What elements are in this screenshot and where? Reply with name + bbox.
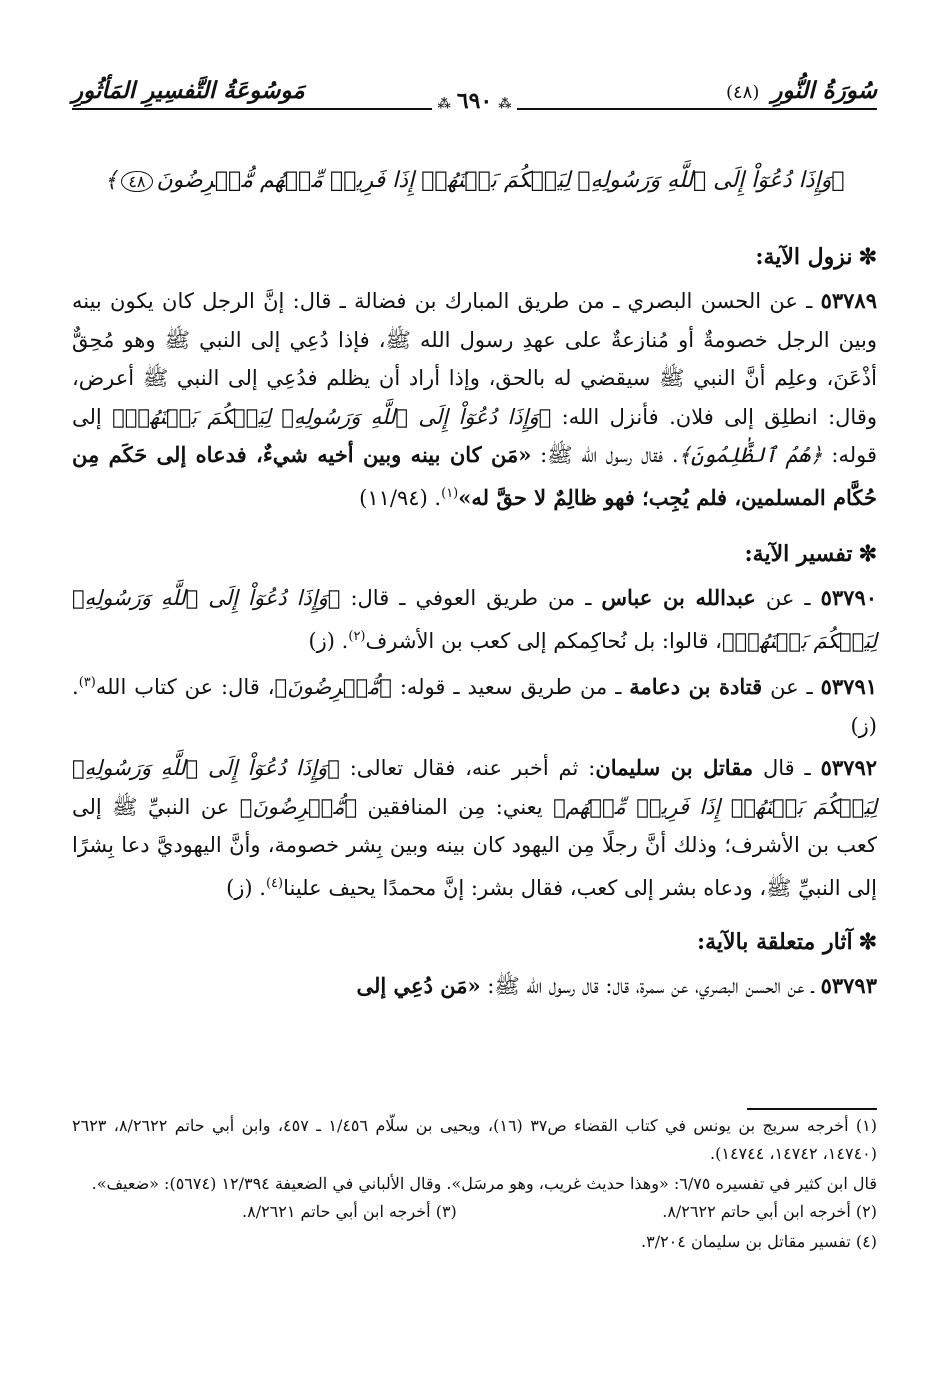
footnote-rule [747,1108,877,1110]
narration-number: ٥٣٧٩٣ [820,973,877,998]
section-heading [72,925,877,959]
quran-quote: ﴿مُّعۡرِضُونَ﴾ [274,675,392,699]
footnote: (٤) تفسير مقاتل بن سليمان ٣/٢٠٤. [641,1231,877,1251]
cross-reference: . (ز) [72,675,877,738]
verse-heading [72,168,877,193]
quran-quote: ﴿مُّعۡرِضُونَ﴾ [239,794,358,819]
narrator-name: مقاتل بن سليمان [595,755,754,780]
narration-entry [72,749,877,907]
page-ornament-left-icon: ⁂ [437,97,451,112]
narration-text: ، قالوا: بل نُحاكِمكم إلى كعب بن الأشرف [365,628,722,653]
page-number-value: ٦٩٠ [456,88,493,114]
quran-quote: ﴿هُمُ ٱلظَّٰلِمُونَ﴾ [678,443,823,467]
page-ornament-right-icon: ⁂ [498,97,512,112]
narrator-name: عبدالله بن عباس [601,585,756,610]
narration-text: ـ عن [762,675,821,699]
section-heading [72,240,877,274]
narration-text: . فقال رسول الله ﷺ: [531,443,679,467]
narrator-name: قتادة بن دعامة [629,674,763,699]
hadith-text: «مَن دُعِي إلى [356,973,481,998]
narration-entry [72,664,877,745]
section-title: آثار متعلقة بالآية: [697,929,853,955]
narration-text: يعني: مِن المنافقين [357,794,554,819]
footnote-ref: (٤) [265,875,284,891]
narration-number: ٥٣٧٨٩ [820,288,877,313]
book-title: مَوسُوعَةُ التَّفسِيرِ المَأثُورِ [72,77,305,104]
flower-ornament-icon: ✼ [858,244,877,270]
narration-entry [72,967,877,1006]
cross-reference: . (ز) [226,875,266,900]
ayah-number: (٤٨) [725,82,760,103]
narration-entry [72,579,877,660]
narration-text: ـ عن الحسن البصري ـ من طريق المبارك بن فضالة ـ قال: إنَّ الرجل كان يكون بينه وبين الرجل خصومةٌ أو مُنازعةٌ على عهدِ رسول الله ﷺ، فإذا دُعِي إلى النبي ﷺ وهو مُحِقٌّ أذْعَنَ، وعلِم أنَّ النبي ﷺ سيقضي له بالحق، وإذا أراد أن يظلم فدُعِي إلى النبي ﷺ أعرض، وقال: انطلِق إلى فلان. فأنزل الله: [72,289,877,429]
footnote-ref: (٣) [78,675,96,690]
narration-text: ـ من طريق سعيد ـ قوله: [391,675,630,699]
footnote-row [72,1198,877,1226]
narration-number: ٥٣٧٩١ [820,674,878,699]
verse-close-bracket: ﴾ [104,168,118,193]
surah-name: سُورَةُ النُّورِ [771,77,877,104]
flower-ornament-icon: ✼ [858,929,877,955]
verse-open-bracket: ﴿ [831,168,845,193]
quran-quote: ﴿وَإِذَا دُعُوٓاْ إِلَى ٱللَّهِ وَرَسُولِهِۦ لِيَحۡكُمَ بَيۡنَهُمۡ إِذَا فَرِيقٞ مِّنۡهُم﴾ [72,756,877,819]
book-page [72,50,877,1350]
narration-text: إلى قوله: [72,404,877,467]
cross-reference: . (١١/٩٤) [359,485,442,510]
ayah-end-mark: ٤٨ [121,171,152,192]
footnote: (١) أخرجه سريج بن يونس في كتاب القضاء ص٣٧ (١٦)، ويحيى بن سلّام ١/٤٥٦ ـ ٤٥٧، وابن أبي حاتم ٨/٢٦٢٢، ٢٦٢٣ (١٤٧٤٠، ١٤٧٤٢، ١٤٧٤٤). [72,1115,878,1163]
footnote-ref: (٢) [348,628,366,644]
narration-text: ـ من طريق العوفي ـ قال: [340,586,602,610]
footnotes [72,1108,877,1256]
hadith-text: «مَن كان بينه وبين أخيه شيءٌ، فدعاه إلى حَكَم مِن حُكَّام المسلمين، فلم يُجِب؛ فهو ظالِمٌ لا حقَّ له» [72,442,877,510]
cross-reference: . (ز) [308,628,349,653]
footnote: قال ابن كثير في تفسيره ٦/٧٥: «وهذا حديث غريب، وهو مرسَل». وقال الألباني في الضعيفة ١٢/٣٩٤ (٥٦٧٤): «ضعيف». [91,1173,877,1193]
flower-ornament-icon: ✼ [858,541,877,567]
narration-text: ـ عن الحسن البصري، عن سمرة، قال: قال رسول الله ﷺ: [480,974,821,998]
narration-text: ، قال: عن كتاب الله [95,675,275,699]
quran-quote: ﴿وَإِذَا دُعُوٓاْ إِلَى ٱللَّهِ وَرَسُولِهِۦ لِيَحۡكُمَ بَيۡنَهُمۡ﴾ [112,404,552,429]
section-title: نزول الآية: [755,244,853,270]
footnote-ref: (١) [441,485,459,501]
narration-number: ٥٣٧٩٠ [820,585,878,610]
quran-quote: ﴿وَإِذَا دُعُوٓاْ إِلَى ٱللَّهِ وَرَسُولِهِۦ لِيَحۡكُمَ بَيۡنَهُمۡ﴾ [72,586,877,653]
footnote: (٣) أخرجه ابن أبي حاتم ٨/٢٦٢١. [242,1201,457,1221]
verse-text: وَإِذَا دُعُوٓاْ إِلَى ٱللَّهِ وَرَسُولِهِۦ لِيَحۡكُمَ بَيۡنَهُمۡ إِذَا فَرِيقٞ مِّنۡهُم مُّعۡرِضُونَ [156,168,832,193]
footnote: (٢) أخرجه ابن أبي حاتم ٨/٢٦٢٢. [662,1201,877,1221]
narration-entry [72,282,877,517]
narration-text: ـ عن [755,586,821,610]
narration-text: عن النبيِّ ﷺ إلى كعب بن الأشرف؛ وذلك أنَّ رجلًا مِن اليهود كان بينه وبين بِشر خصومة، وأنَّ اليهوديَّ دعا بِشرًا إلى النبيِّ ﷺ، ودعاه بشر إلى كعب، فقال بشر: إنَّ محمدًا يحيف علينا [72,794,877,900]
narration-number: ٥٣٧٩٢ [820,755,878,780]
narration-text: : ثم أخبر عنه، فقال تعالى: [339,756,596,780]
section-heading [72,537,877,571]
narration-text: ـ قال [753,756,821,780]
main-content [72,240,877,1010]
section-title: تفسير الآية: [744,541,853,567]
page-number [72,88,877,114]
